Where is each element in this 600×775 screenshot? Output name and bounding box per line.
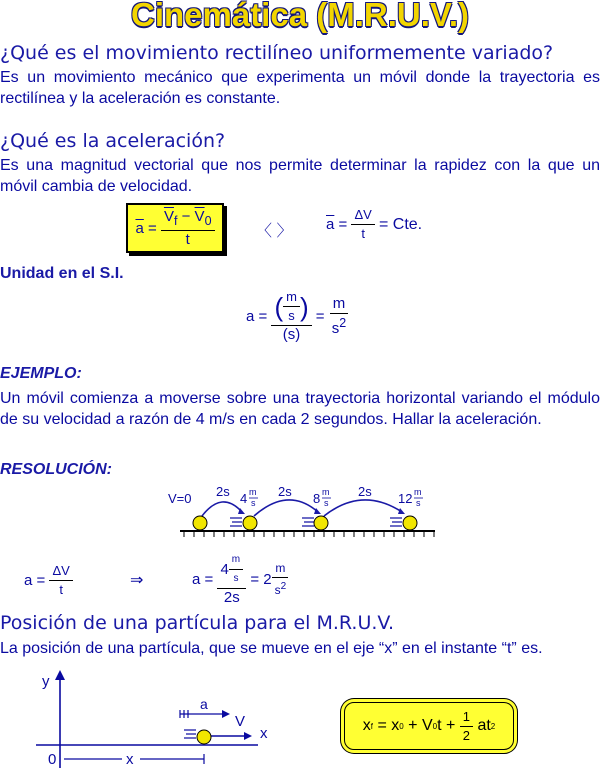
interval-1-label: 2s: [216, 484, 230, 499]
svg-text:m: m: [249, 487, 257, 497]
speed-1-value: 4: [240, 491, 248, 506]
svg-text:s: s: [251, 498, 256, 508]
equivalence-symbol: 〈 〉: [256, 223, 293, 240]
resolution-heading: RESOLUCIÓN:: [0, 461, 112, 478]
page-title: Cinemática (M.R.U.V.): [130, 0, 470, 33]
velocity-label: V: [235, 713, 246, 730]
svg-text:s: s: [416, 498, 421, 508]
displacement-label: x: [126, 751, 134, 768]
svg-text:s: s: [324, 498, 329, 508]
origin-label: 0: [48, 751, 57, 768]
ball-1: [193, 516, 207, 530]
svg-text:m: m: [322, 487, 330, 497]
svg-text:m: m: [414, 487, 422, 497]
formula-fraction: $\frac{\overline{V}_f - \overline{V}_0}{t}$: [161, 208, 215, 249]
question-aceleracion: ¿Qué es la aceleración?: [0, 130, 226, 152]
answer-aceleracion: Es una magnitud vectorial que nos permite determinar la rapidez con la que un móvil cambia de velocidad.: [0, 157, 600, 195]
interval-3-label: 2s: [358, 484, 372, 499]
formula-lhs: $\overline{a}$: [135, 219, 144, 237]
unit-heading: Unidad en el S.I.: [0, 265, 124, 282]
unit-formula: a = ( $\frac{m}{s}$ ) (s) = $\frac{m}{s^2}$: [246, 288, 349, 344]
accel-label: a: [200, 696, 208, 712]
position-heading: Posición de una partícula para el M.R.U.V.: [0, 612, 394, 634]
speed-3-value: 12: [398, 491, 413, 506]
motion-diagram: [150, 478, 450, 543]
position-formula-box: x f = x 0 + V 0 t + $\frac{1}{2}$ at 2: [344, 702, 514, 750]
resolution-formula-2: a = 4 $\frac{m}{s}$ 2s = 2 $\frac{m}{s^2}$: [192, 551, 289, 607]
arc-3: [324, 500, 402, 516]
implies-arrow: ⇒: [130, 572, 144, 589]
arc-1: [202, 502, 242, 516]
resolution-formula-1: a = $\frac{\Delta V}{t}$: [24, 562, 73, 599]
v0-label: V=0: [168, 491, 192, 506]
speed-2-value: 8: [313, 491, 321, 506]
ball-4: [403, 516, 417, 530]
ball-2: [243, 516, 257, 530]
axes-diagram: [30, 668, 290, 773]
acceleration-formula-box: $\overline{a}$ = $\frac{\overline{V}_f - \overline{V}_0}{t}$: [126, 203, 224, 253]
interval-2-label: 2s: [278, 484, 292, 499]
acceleration-constant-formula: $\overline{a}$ = $\frac{\Delta V}{t}$ = Cte.: [326, 207, 423, 241]
position-text: La posición de una partícula, que se mueve en el eje “x” en el instante “t” es.: [0, 640, 543, 657]
arc-2: [254, 500, 318, 516]
answer-mruv: Es un movimiento mecánico que experimenta un móvil donde la trayectoria es rectilínea y la aceleración es constante.: [0, 69, 600, 107]
particle-ball: [197, 730, 211, 744]
example-text: Un móvil comienza a moverse sobre una trayectoria horizontal variando el módulo de su velocidad a razón de 4 m/s en cada 2 segundos. Hallar la aceleración.: [0, 390, 600, 428]
x-axis-label: x: [260, 725, 268, 742]
question-mruv: ¿Qué es el movimiento rectilíneo uniformemente variado?: [0, 42, 554, 64]
example-heading: EJEMPLO:: [0, 365, 82, 382]
y-axis-label: y: [42, 673, 50, 690]
ball-3: [314, 516, 328, 530]
